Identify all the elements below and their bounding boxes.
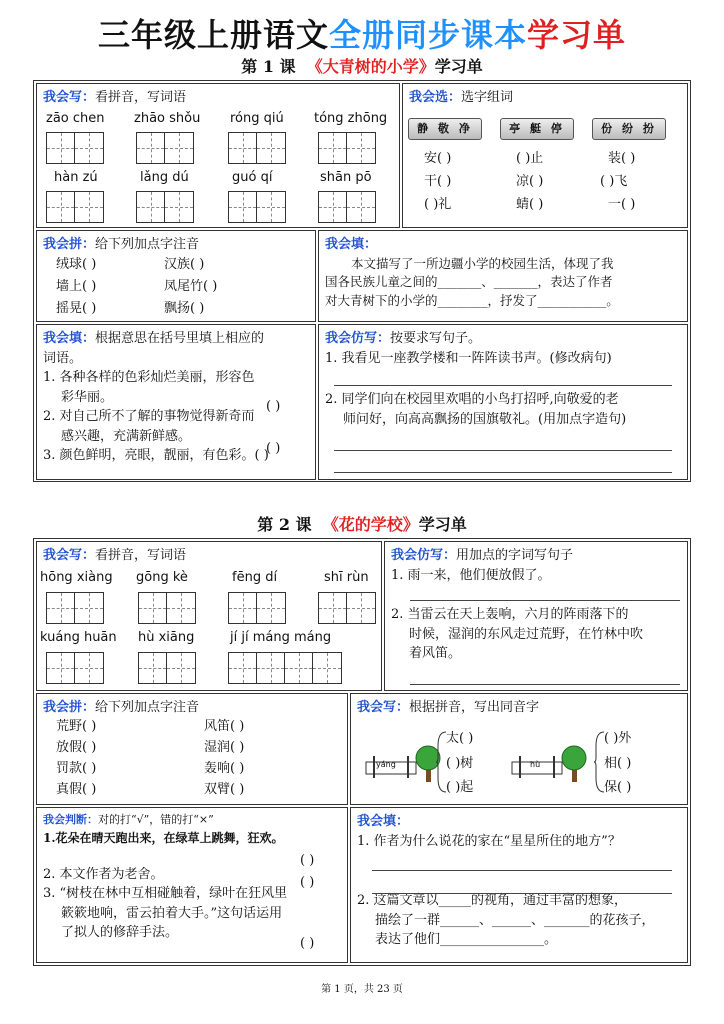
lesson2-write-section: 我会写：看拼音，写词语 [36,541,382,691]
pinyin-6: lǎng dú [140,170,189,185]
pinyin-5: hàn zú [54,170,98,185]
writing-grid[interactable] [136,191,194,223]
answer-line[interactable] [372,870,672,871]
brace-icon [436,730,446,794]
pinyin-6: hù xiāng [138,630,195,645]
pinyin-1: hōng xiàng [40,570,113,585]
lesson1-imitate-section: 我会仿写：按要求写句子。 1. 我看见一座教学楼和一阵阵读书声。(修改病句) 2. 同学们向在校园里欢唱的小鸟打招呼,向敬爱的老 师问好，向高高飘扬的国旗敬礼。(用加点字造句) [318,324,688,480]
lesson1-spell-section: 我会拼：给下列加点字注音 [36,230,316,322]
char-choice-chip: 份 纷 扮 [592,118,666,140]
lesson2-judge-section: 我会判断：对的打“√”，错的打“×” 1.花朵在晴天跑出来，在绿草上跳舞，狂欢。 2. 本文作者为老舍。 3. “树枝在林中互相碰触着，绿叶在狂风里 簌簌地响，雷云拍着大手。”这句话运用 了拟人的修辞手法。 [36,807,348,963]
writing-grid[interactable] [46,132,104,164]
lesson1-fill-section: 我会填： 本文描写了一所边疆小学的校园生活，体现了我 国各民族儿童之间的_______、_______，表达了作者 对大青树下的小学的________，抒发了___________。 [318,230,688,322]
writing-grid[interactable] [46,191,104,223]
writing-grid[interactable] [46,652,104,684]
homophone-item[interactable]: ( )起 [446,780,474,795]
pinyin-2: zhāo shǒu [134,111,201,126]
fence-tree-icon [510,744,600,784]
choose-item[interactable]: ( )飞 [600,174,628,189]
pinyin-7: guó qí [232,170,273,185]
writing-grid[interactable] [318,132,376,164]
spell-item[interactable]: 摇晃( ) [56,301,97,316]
choose-item[interactable]: ( )礼 [424,197,452,212]
writing-grid[interactable] [228,592,286,624]
pinyin-3: róng qiú [230,111,284,126]
spell-item[interactable]: 风笛( ) [204,719,245,734]
lesson1-heading: 第 1 课 《大青树的小学》学习单 [241,57,483,76]
lesson2-heading: 第 2 课 《花的学校》学习单 [257,515,467,534]
writing-grid[interactable] [228,191,286,223]
lesson2-spell-section: 我会拼：给下列加点字注音 [36,693,348,805]
page-title: 三年级上册语文全册同步课本学习单 [97,16,627,54]
char-choice-chip: 亭 艇 停 [500,118,574,140]
spell-item[interactable]: 荒野( ) [56,719,97,734]
lesson1-choose-section: 我会选：选字组词 [402,83,688,228]
pinyin-3: fēng dí [232,570,278,585]
spell-item[interactable]: 轰响( ) [204,761,245,776]
homophone-item[interactable]: 相( ) [604,756,632,771]
spell-item[interactable]: 放假( ) [56,740,97,755]
answer-line[interactable] [410,684,680,685]
spell-item[interactable]: 飘扬( ) [164,301,205,316]
choose-item[interactable]: 蜻( ) [516,197,544,212]
writing-grid[interactable] [318,191,376,223]
writing-grid[interactable] [138,592,196,624]
spell-item[interactable]: 绒球( ) [56,257,97,272]
writing-grid[interactable] [228,652,342,684]
writing-grid[interactable] [228,132,286,164]
homophone-item[interactable]: 太( ) [446,731,474,746]
pinyin-7: jí jí máng máng [230,630,332,645]
char-choice-chip: 静 敬 净 [408,118,482,140]
answer-paren[interactable]: ( ) [266,441,281,456]
lesson2-fill-section: 我会填： 1. 作者为什么说花的家在“星星所住的地方”？ 2. 这篇文章以_____的视角，通过丰富的想象， 描绘了一群______、______、_______的花孩子， 表达了他们________________。 [350,807,688,963]
lesson1-write-section: 我会写：看拼音，写词语 [36,83,400,228]
answer-line[interactable] [372,893,672,894]
answer-paren[interactable]: ( ) [266,399,281,414]
homophone-item[interactable]: ( )树 [446,756,474,771]
writing-grid[interactable] [46,592,104,624]
pinyin-5: kuáng huān [40,630,117,645]
brace-icon [594,730,604,794]
choose-item[interactable]: 干( ) [424,174,452,189]
writing-grid[interactable] [318,592,376,624]
homophone-item[interactable]: ( )外 [604,731,632,746]
spell-item[interactable]: 凤尾竹( ) [164,279,218,294]
spell-item[interactable]: 罚款( ) [56,761,97,776]
answer-paren[interactable]: ( ) [300,853,315,868]
spell-item[interactable]: 汉族( ) [164,257,205,272]
choose-item[interactable]: 一( ) [608,197,636,212]
spell-item[interactable]: 真假( ) [56,782,97,797]
choose-item[interactable]: 装( ) [608,151,636,166]
answer-line[interactable] [410,600,680,601]
lesson1-fill2-section: 我会填：根据意思在括号里填上相应的 词语。 1. 各种各样的色彩灿烂美丽，形容色 彩华丽。 2. 对自己所不了解的事物觉得新奇而 感兴趣，充满新鲜感。 3. 颜色鲜明，亮眼，靓丽，有色彩。( ) [36,324,316,480]
pinyin-4: tóng zhōng [314,111,388,126]
spell-item[interactable]: 湿润( ) [204,740,245,755]
spell-item[interactable]: 墙上( ) [56,279,97,294]
lesson2-imitate-section: 我会仿写：用加点的字词写句子 1. 雨一来，他们便放假了。 2. 当雷云在天上轰响，六月的阵雨落下的 时候，湿润的东风走过荒野，在竹林中吹 着风笛。 [384,541,688,691]
choose-item[interactable]: 凉( ) [516,174,544,189]
answer-line[interactable] [334,472,672,473]
lesson2-homophone-section: 我会写：根据拼音，写出同音字 [350,693,688,805]
pinyin-1: zāo chen [46,111,105,126]
page-footer: 第 1 页，共 23 页 [321,984,403,995]
pinyin-4: shī rùn [324,570,369,585]
writing-grid[interactable] [136,132,194,164]
answer-paren[interactable]: ( ) [300,875,315,890]
choose-item[interactable]: ( )止 [516,151,544,166]
answer-line[interactable] [334,385,672,386]
choose-item[interactable]: 安( ) [424,151,452,166]
writing-grid[interactable] [138,652,196,684]
pinyin-yang: yáng [376,760,396,769]
pinyin-8: shān pō [320,170,372,185]
homophone-item[interactable]: 保( ) [604,780,632,795]
pinyin-hu: hù [530,760,541,769]
answer-paren[interactable]: ( ) [300,936,315,951]
spell-item[interactable]: 双臂( ) [204,782,245,797]
pinyin-2: gōng kè [136,570,188,585]
answer-line[interactable] [334,450,672,451]
